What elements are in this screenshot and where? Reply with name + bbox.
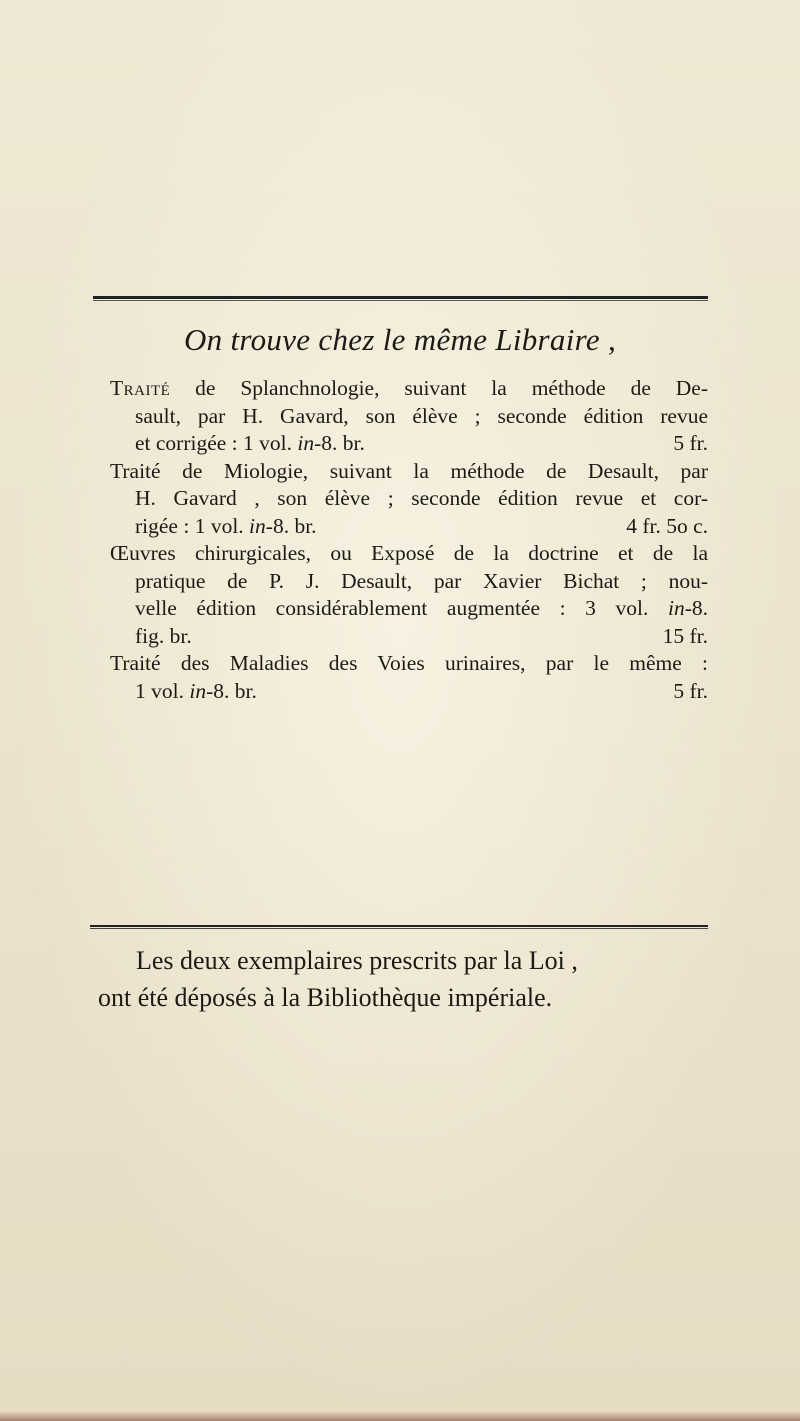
entry-text: -8. br. — [314, 431, 365, 455]
catalog-list — [110, 375, 708, 705]
entry-italic: in — [667, 596, 685, 620]
entry-italic: in — [249, 513, 266, 538]
entry-price: 4 fr. 5o c. — [626, 513, 708, 538]
entry-text: -8. br. — [265, 513, 317, 538]
entry-line — [110, 595, 708, 623]
entry-text: velle édition considérablement augmentée : 3 vol. — [135, 596, 668, 620]
entry-line: Œuvres chirurgicales, ou Exposé de la doctrine et de la — [110, 541, 708, 565]
catalog-entry-voies-urinaires — [110, 650, 708, 705]
entry-line: fig. br. — [135, 623, 192, 648]
catalog-entry-oeuvres — [110, 540, 708, 650]
entry-text: 1 vol. — [135, 678, 190, 703]
entry-text: -8. — [684, 596, 708, 620]
catalog-entry-miologie — [110, 458, 708, 541]
entry-text: rigée : 1 vol. — [135, 513, 250, 538]
entry-line — [110, 678, 708, 706]
entry-text: -8. br. — [206, 678, 257, 703]
page-edge — [0, 1411, 800, 1421]
entry-line: Traité de Miologie, suivant la méthode de Desault, par — [110, 458, 708, 483]
catalog-entry-splanchnologie — [110, 375, 708, 458]
entry-italic: in — [297, 431, 315, 455]
entry-lead: Traité — [110, 376, 171, 400]
entry-text: de Splanchnologie, suivant la méthode de De- — [170, 376, 708, 400]
legal-line: Les deux exemplaires prescrits par la Loi , — [136, 946, 578, 975]
entry-price: 15 fr. — [662, 623, 708, 648]
entry-price: 5 fr. — [673, 678, 708, 703]
legal-line: ont été déposés à la Bibliothèque impériale. — [98, 983, 553, 1012]
entry-line — [110, 375, 708, 403]
catalog-heading: On trouve chez le même Libraire , — [183, 322, 617, 357]
legal-deposit-notice — [98, 942, 710, 1016]
entry-line — [110, 430, 708, 458]
entry-line: H. Gavard , son élève ; seconde édition revue et cor- — [135, 486, 708, 510]
entry-price: 5 fr. — [673, 431, 708, 455]
top-rule — [93, 296, 708, 299]
entry-line: sault, par H. Gavard, son élève ; seconde édition revue — [135, 403, 708, 428]
entry-line: pratique de P. J. Desault, par Xavier Bichat ; nou- — [135, 568, 708, 593]
entry-line — [110, 513, 708, 541]
bottom-rule — [90, 925, 708, 927]
entry-italic: in — [189, 678, 207, 703]
entry-text: et corrigée : 1 vol. — [135, 431, 298, 455]
entry-line: Traité des Maladies des Voies urinaires, par le même : — [110, 651, 708, 675]
